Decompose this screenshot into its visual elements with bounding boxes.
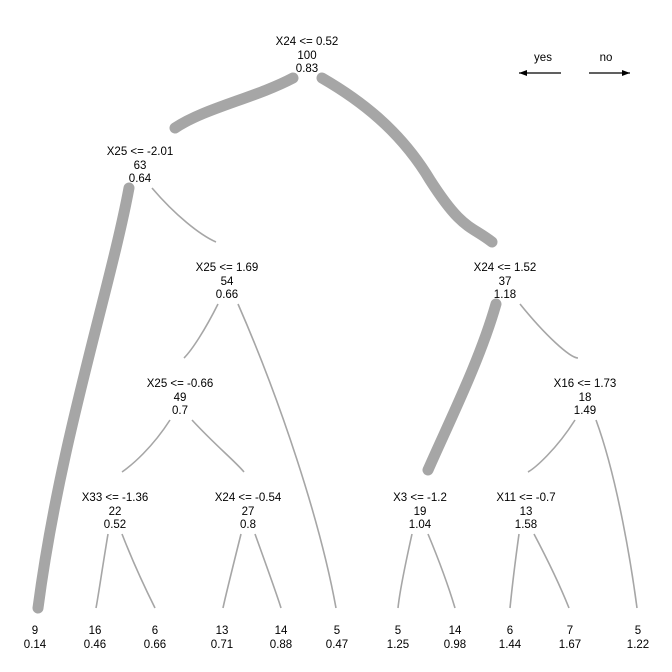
node-count: 13 xyxy=(519,505,533,518)
node-value: 1.18 xyxy=(493,289,517,302)
edge-n3-right xyxy=(238,304,336,608)
leaf-count: 9 xyxy=(31,625,39,637)
tree-leaf-l3[interactable] xyxy=(144,625,166,652)
edge-n9-right xyxy=(596,420,637,608)
leaf-value: 1.22 xyxy=(626,638,650,651)
edge-n4-right xyxy=(192,420,244,472)
leaf-count: 5 xyxy=(333,625,341,637)
tree-leaf-l5[interactable] xyxy=(270,625,292,652)
edge-n10-left xyxy=(510,534,519,608)
leaf-value: 0.46 xyxy=(83,638,107,651)
node-count: 27 xyxy=(241,505,255,518)
tree-leaf-l2[interactable] xyxy=(84,625,106,652)
node-value: 0.64 xyxy=(128,173,152,186)
tree-leaf-l9[interactable] xyxy=(499,625,521,652)
edge-n8-right xyxy=(428,534,455,608)
leaf-value: 0.66 xyxy=(143,638,167,651)
tree-node-root[interactable] xyxy=(276,36,339,77)
node-count: 63 xyxy=(133,159,147,172)
edge-n6-right xyxy=(255,534,281,608)
node-count: 54 xyxy=(220,275,234,288)
edge-n3-left xyxy=(184,304,218,358)
leaf-count: 14 xyxy=(448,625,462,637)
tree-node-n6[interactable] xyxy=(215,492,282,533)
tree-node-n3[interactable] xyxy=(196,262,259,303)
leaf-value: 0.98 xyxy=(443,638,467,651)
node-condition: X24 <= 0.52 xyxy=(275,36,339,48)
tree-node-n2[interactable] xyxy=(107,146,174,187)
node-value: 0.66 xyxy=(215,289,239,302)
edge-n7-right xyxy=(520,304,578,358)
leaf-value: 1.44 xyxy=(498,638,522,651)
tree-leaf-l11[interactable] xyxy=(627,625,649,652)
edge-n5-right xyxy=(122,534,155,608)
node-value: 1.04 xyxy=(408,519,432,532)
leaf-value: 0.14 xyxy=(23,638,47,651)
leaf-count: 16 xyxy=(88,625,102,637)
leaf-value: 0.88 xyxy=(269,638,293,651)
leaf-count: 5 xyxy=(394,625,402,637)
leaf-count: 6 xyxy=(506,625,514,637)
node-condition: X16 <= 1.73 xyxy=(553,378,617,390)
edge-n4-left xyxy=(122,420,170,472)
node-condition: X24 <= 1.52 xyxy=(473,262,537,274)
tree-leaf-l4[interactable] xyxy=(211,625,233,652)
legend-yes-label: yes xyxy=(534,52,552,64)
edge-n2-right xyxy=(152,188,216,242)
legend-no-label: no xyxy=(599,52,613,64)
node-condition: X11 <= -0.7 xyxy=(496,492,556,504)
tree-leaf-l1[interactable] xyxy=(24,625,46,652)
node-condition: X33 <= -1.36 xyxy=(81,492,149,504)
edge-n8-left xyxy=(398,534,412,608)
node-condition: X25 <= -0.66 xyxy=(146,378,214,390)
tree-node-n4[interactable] xyxy=(147,378,214,419)
node-count: 19 xyxy=(413,505,427,518)
node-count: 22 xyxy=(108,505,122,518)
tree-node-n10[interactable] xyxy=(496,492,555,533)
node-value: 0.52 xyxy=(103,519,127,532)
node-condition: X3 <= -1.2 xyxy=(393,492,447,504)
node-count: 37 xyxy=(498,275,512,288)
legend-arrows xyxy=(519,70,630,76)
edge-root-left xyxy=(175,78,293,128)
leaf-count: 5 xyxy=(634,625,642,637)
tree-leaf-l6[interactable] xyxy=(326,625,348,652)
node-condition: X25 <= -2.01 xyxy=(106,146,174,158)
node-value: 1.49 xyxy=(573,405,597,418)
node-value: 0.8 xyxy=(240,519,256,532)
edge-n6-left xyxy=(223,534,241,608)
tree-leaf-l8[interactable] xyxy=(444,625,466,652)
edge-n7-left xyxy=(428,304,496,470)
edge-n5-left xyxy=(96,534,108,608)
node-count: 49 xyxy=(173,391,187,404)
leaf-value: 1.67 xyxy=(558,638,582,651)
tree-node-n9[interactable] xyxy=(554,378,617,419)
node-count: 100 xyxy=(297,49,317,62)
tree-node-n8[interactable] xyxy=(393,492,447,533)
tree-node-n7[interactable] xyxy=(474,262,537,303)
tree-node-n5[interactable] xyxy=(82,492,149,533)
node-count: 18 xyxy=(578,391,592,404)
edge-n10-right xyxy=(534,534,569,608)
node-value: 0.83 xyxy=(295,63,319,76)
leaf-count: 14 xyxy=(274,625,288,637)
node-condition: X24 <= -0.54 xyxy=(214,492,282,504)
leaf-value: 1.25 xyxy=(386,638,410,651)
node-value: 1.58 xyxy=(514,519,538,532)
node-condition: X25 <= 1.69 xyxy=(195,262,259,274)
edge-n2-left xyxy=(38,188,129,608)
edge-root-right xyxy=(322,78,492,242)
node-value: 0.7 xyxy=(172,405,188,418)
leaf-count: 7 xyxy=(566,625,574,637)
edge-n9-left xyxy=(528,420,575,472)
tree-leaf-l7[interactable] xyxy=(387,625,409,652)
tree-leaf-l10[interactable] xyxy=(559,625,581,652)
leaf-value: 0.71 xyxy=(210,638,234,651)
leaf-count: 6 xyxy=(151,625,159,637)
leaf-count: 13 xyxy=(215,625,229,637)
leaf-value: 0.47 xyxy=(325,638,349,651)
